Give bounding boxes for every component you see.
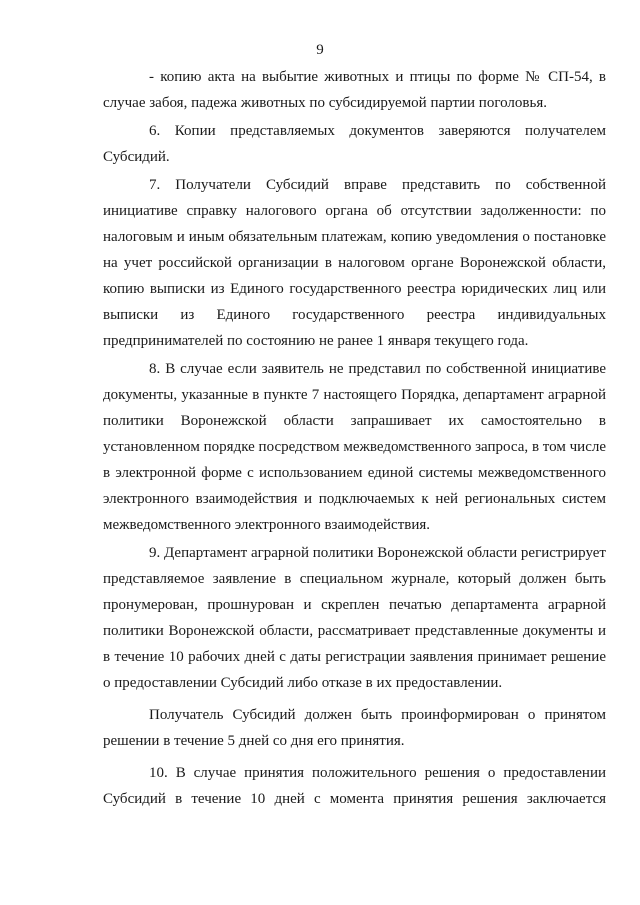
paragraph-copy-act-sp54: - копию акта на выбытие животных и птицы по форме № СП-54, в случае забоя, падежа животных по субсидируемой партии поголовья. [103, 69, 606, 111]
paragraph-6: 6. Копии представляемых документов заверяются получателем Субсидий. [103, 123, 606, 165]
paragraph-9: 9. Департамент аграрной политики Воронежской области регистрирует представляемое заявление в специальном журнале, который должен быть пронумерован, прошнурован и скреплен печатью департамента аграрной политики Воронежской области, рассматривает представленные документы и в течение 10 рабочих дней с даты регистрации заявления принимает решение о предоставлении Субсидий либо отказе в их предоставлении. [103, 545, 606, 691]
paragraph-7: 7. Получатели Субсидий вправе представить по собственной инициативе справку налогового органа об отсутствии задолженности: по налоговым и иным обязательным платежам, копию уведомления о постановке на учет российской организации в налоговом органе Воронежской области, копию выписки из Единого государственного реестра юридических лиц или выписки из Единого государственного реестра индивидуальных предпринимателей по состоянию не ранее 1 января текущего года. [103, 177, 606, 349]
page-number: 9 [316, 42, 324, 58]
paragraph-notification: Получатель Субсидий должен быть проинформирован о принятом решении в течение 5 дней со дня его принятия. [103, 707, 606, 749]
document-body [103, 64, 606, 812]
paragraph-8: 8. В случае если заявитель не представил по собственной инициативе документы, указанные в пункте 7 настоящего Порядка, департамент аграрной политики Воронежской области запрашивает их самостоятельно в установленном порядке посредством межведомственного запроса, в том числе в электронной форме с использованием единой системы межведомственного электронного взаимодействия и подключаемых к ней региональных систем межведомственного электронного взаимодействия. [103, 361, 606, 533]
paragraph-10: 10. В случае принятия положительного решения о предоставлении Субсидий в течение 10 дней с момента принятия решения заключается [103, 765, 606, 807]
